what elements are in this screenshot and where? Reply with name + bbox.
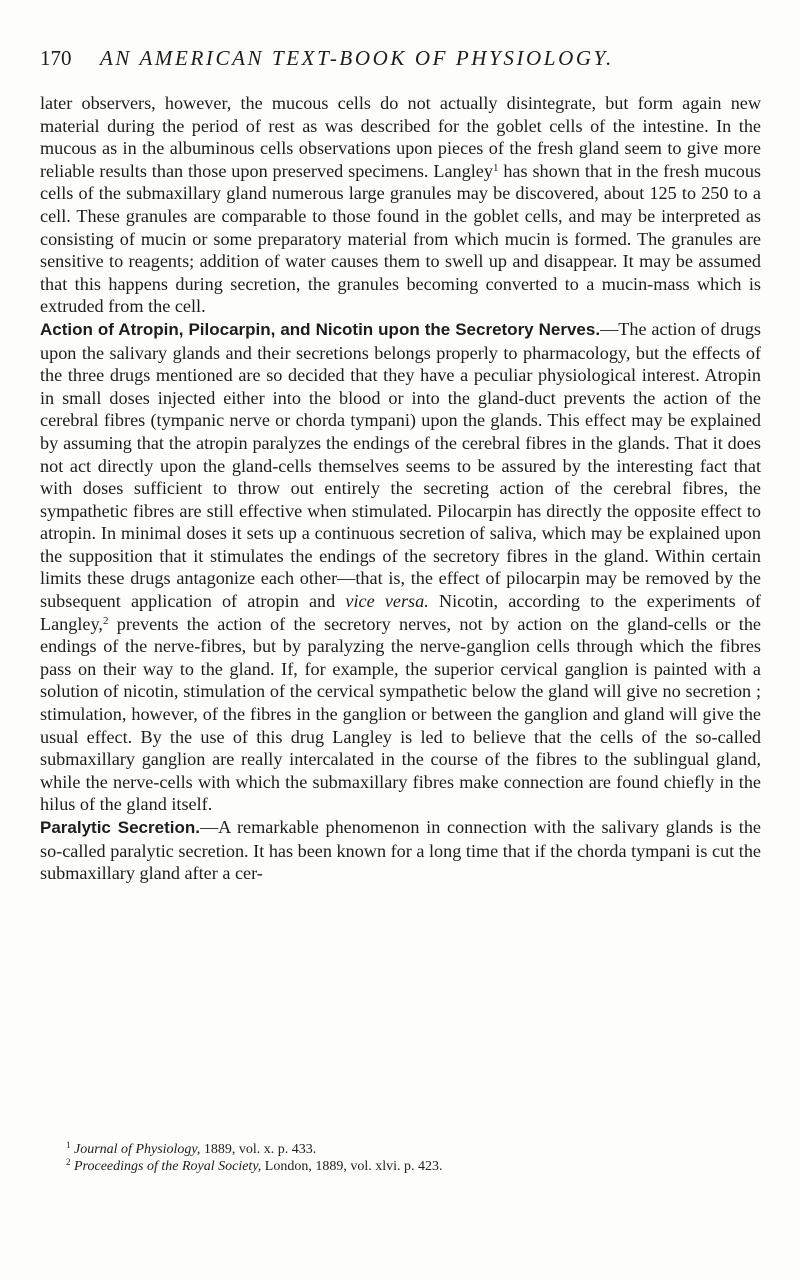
running-title: AN AMERICAN TEXT-BOOK OF PHYSIOLOGY. xyxy=(100,46,614,70)
footnote-detail: 1889, vol. x. p. 433. xyxy=(200,1142,317,1157)
footnote-2 xyxy=(40,1158,760,1175)
section-heading-drugs: Action of Atropin, Pilocarpin, and Nicotin upon the Secretory Nerves. xyxy=(40,319,601,339)
text-run: has shown that in the fresh mucous cells of the submaxillary gland numerous large granules may be discovered, about 125 to 250 to a cell. These granules are comparable to those found in the goblet cells, and may be interpreted as consisting of mucin or some preparatory material from which mucin is formed. The granules are sensitive to reagents; addition of water causes them to swell up and disappear. It may be assumed that this happens during secretion, the granules becoming converted to a mucin-mass which is extruded from the cell. xyxy=(40,160,761,317)
text-run: —The action of drugs upon the salivary glands and their secretions belongs properly to pharmacology, but the effects of the three drugs mentioned are so decided that they have a peculiar physiological interest. Atropin in small doses injected either into the blood or into the gland-duct prevents the action of the cerebral fibres (tympanic nerve or chorda tympani) upon the glands. This effect may be explained by assuming that the atropin paralyzes the endings of the cerebral fibres in the glands. That it does not act directly upon the gland-cells themselves seems to be assured by the interesting fact that with doses sufficient to throw out entirely the secreting action of the cerebral fibres, the sympathetic fibres are still effective when stimulated. Pilocarpin has directly the opposite effect to atropin. In minimal doses it sets up a continuous secretion of saliva, which may be explained upon the supposition that it stimulates the endings of the secretory fibres in the gland. Within certain limits these drugs antagonize each other—that is, the effect of pilocarpin may be removed by the subsequent application of atropin and xyxy=(40,318,762,612)
paragraph-paralytic-secretion xyxy=(40,816,761,885)
body-text xyxy=(40,92,761,885)
text-run: prevents the action of the secretory nerves, not by action on the gland-cells or the endings of the nerve-fibres, but by paralyzing the nerve-ganglion cells through which the fibres pass on their way to the gland. If, for example, the superior cervical ganglion is painted with a solution of nicotin, stimulation of the cervical sympathetic below the gland will give no secretion ; stimulation, however, of the fibres in the ganglion or between the ganglion and gland will give the usual effect. By the use of this drug Langley is led to believe that the cells of the so-called submaxillary ganglion are really intercalated in the course of the fibres to the sublingual gland, while the nerve-cells with which the submaxillary fibres make connection are found chiefly in the hilus of the gland itself. xyxy=(40,613,761,815)
text-run: later observers, however, the mucous cells do not actually disintegrate, but form again new material during the period of rest as was described for the goblet cells of the intestine. In the mucous as in the albuminous cells observations upon pieces of the fresh gland seem to give more reliable results than those upon preserved specimens. Langley xyxy=(40,93,761,181)
footnotes xyxy=(40,1141,760,1175)
footnote-ref-2: 2 xyxy=(102,614,109,627)
paragraph-drugs xyxy=(40,318,761,816)
page-number: 170 xyxy=(40,46,72,70)
text-run: —A remarkable phenomenon in connection with the salivary glands is the so-called paralytic secretion. It has been known for a long time that if the chorda tympani is cut the submaxillary gland after a cer- xyxy=(40,817,761,884)
section-heading-paralytic: Paralytic Secretion. xyxy=(40,818,200,837)
italic-text: vice versa. xyxy=(345,591,429,612)
footnote-number: 1 xyxy=(66,1140,71,1150)
footnote-detail: London, 1889, vol. xlvi. p. 423. xyxy=(261,1159,443,1174)
footnote-source: Proceedings of the Royal Society, xyxy=(74,1159,262,1174)
text-run: Nicotin, according to the experiments of Langley, xyxy=(40,591,761,634)
footnote-source: Journal of Physiology, xyxy=(74,1142,201,1157)
running-header xyxy=(40,46,760,76)
footnote-ref-1: 1 xyxy=(492,161,499,174)
footnote-number: 2 xyxy=(66,1157,71,1167)
paragraph-mucous-cells xyxy=(40,92,761,318)
footnote-1 xyxy=(40,1141,760,1158)
